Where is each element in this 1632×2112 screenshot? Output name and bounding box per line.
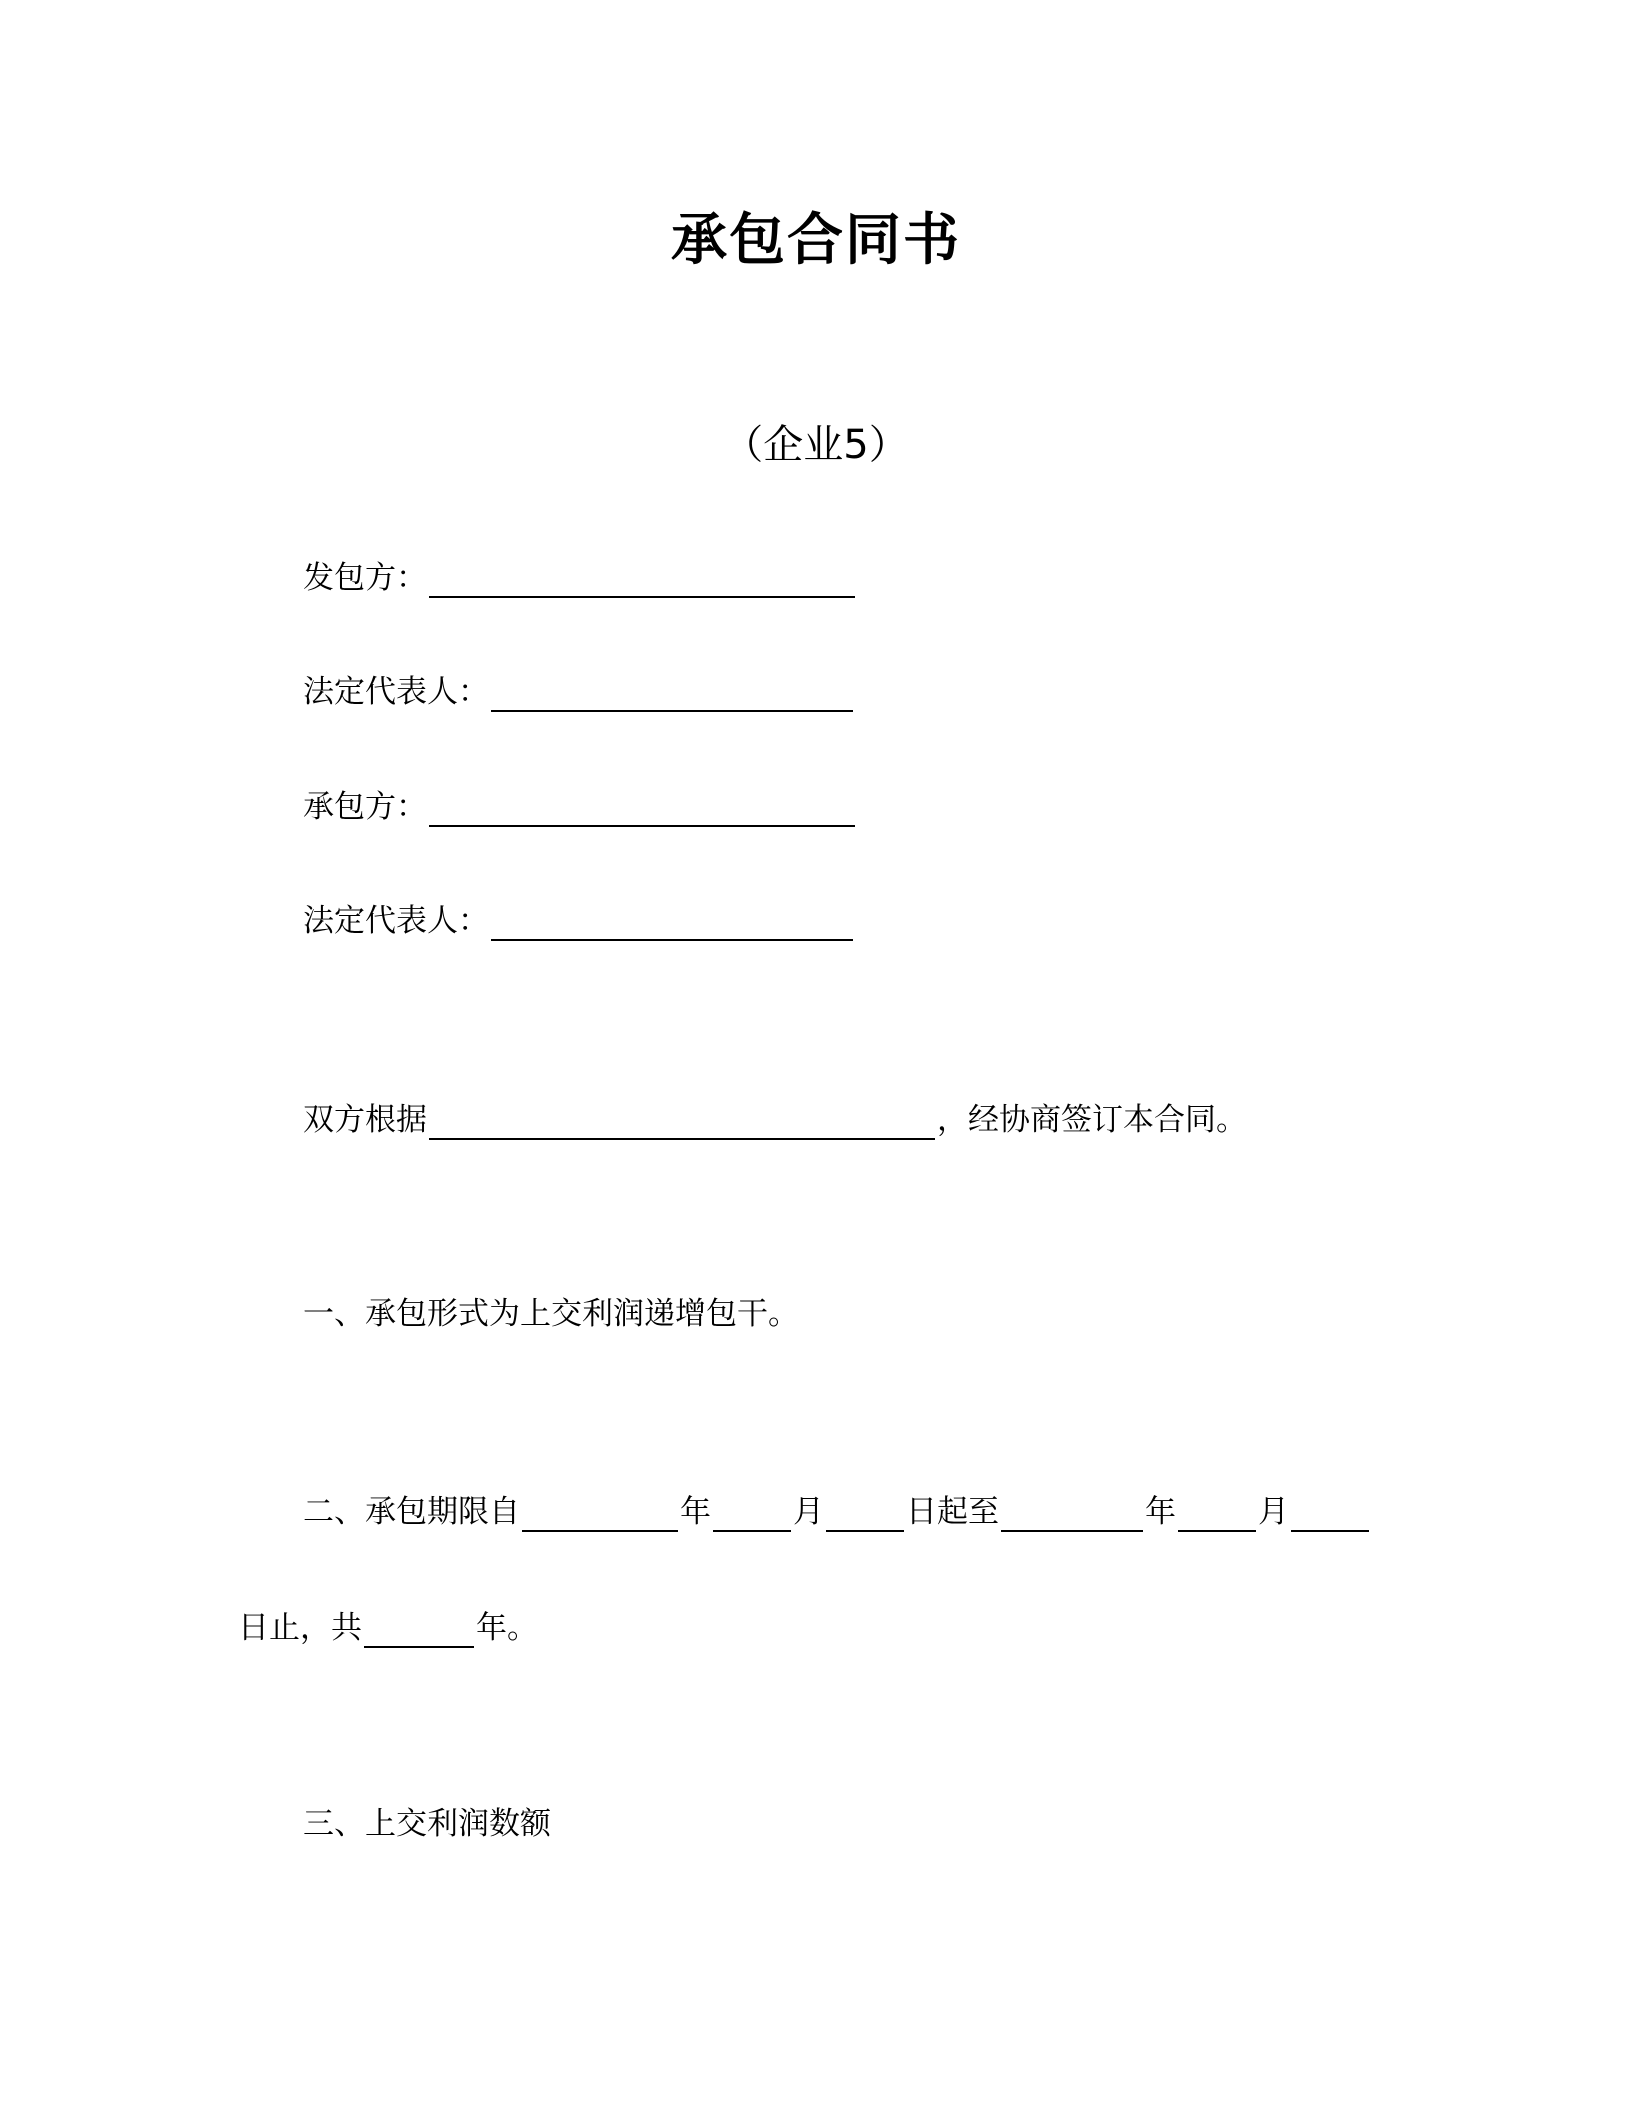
- start-month-label: 月: [793, 1494, 824, 1530]
- start-year-label: 年: [680, 1494, 711, 1530]
- end-year-label: 年: [1145, 1494, 1176, 1530]
- contractor-row: [303, 787, 857, 827]
- preamble-prefix: 双方根据: [303, 1102, 427, 1138]
- employer-rep-field[interactable]: [491, 676, 853, 712]
- clause-2-line-2: [238, 1608, 538, 1648]
- clause-2-prefix: 二、承包期限自: [303, 1494, 520, 1530]
- end-month-field[interactable]: [1178, 1496, 1256, 1532]
- employer-row: [303, 558, 857, 598]
- contractor-rep-label: 法定代表人：: [303, 903, 489, 939]
- end-year-field[interactable]: [1001, 1496, 1143, 1532]
- clause-1: [303, 1294, 799, 1334]
- preamble-row: [303, 1100, 1247, 1140]
- preamble-suffix: ，经协商签订本合同。: [937, 1102, 1247, 1138]
- employer-rep-label: 法定代表人：: [303, 674, 489, 710]
- contractor-label: 承包方：: [303, 789, 427, 825]
- document-subtitle: （企业5）: [723, 422, 909, 468]
- start-day-label: 日起至: [906, 1494, 999, 1530]
- preamble-basis-field[interactable]: [429, 1104, 935, 1140]
- start-year-field[interactable]: [522, 1496, 678, 1532]
- total-years-field[interactable]: [364, 1612, 474, 1648]
- start-month-field[interactable]: [713, 1496, 791, 1532]
- clause-2-end-suffix: 年。: [476, 1610, 538, 1646]
- document-title: 承包合同书: [671, 208, 961, 273]
- start-day-field[interactable]: [826, 1496, 904, 1532]
- employer-label: 发包方：: [303, 560, 427, 596]
- clause-2-line-1: [303, 1492, 1371, 1532]
- clause-3-text: 三、上交利润数额: [303, 1806, 551, 1842]
- employer-field[interactable]: [429, 562, 855, 598]
- end-day-field[interactable]: [1291, 1496, 1369, 1532]
- clause-2-end-prefix: 日止，共: [238, 1610, 362, 1646]
- contractor-rep-row: [303, 901, 855, 941]
- end-month-label: 月: [1258, 1494, 1289, 1530]
- employer-rep-row: [303, 672, 855, 712]
- clause-1-text: 一、承包形式为上交利润递增包干。: [303, 1296, 799, 1332]
- contractor-field[interactable]: [429, 791, 855, 827]
- contractor-rep-field[interactable]: [491, 905, 853, 941]
- clause-3: [303, 1804, 551, 1844]
